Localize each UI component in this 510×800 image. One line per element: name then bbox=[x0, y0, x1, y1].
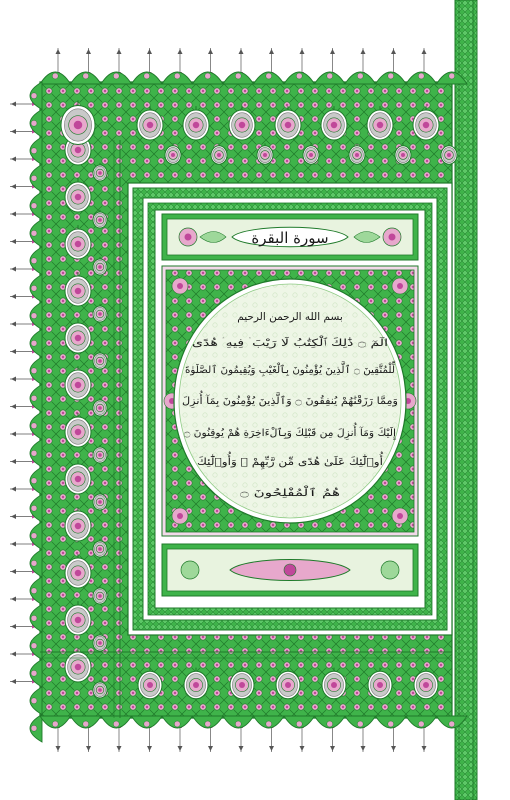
basmala: بسم الله الرحمن الرحيم bbox=[237, 311, 343, 323]
right-border-strip bbox=[455, 0, 477, 800]
verse-line: لِّلْمُتَّقِينَ ۝ ٱلَّذِينَ يُؤْمِنُونَ بِٱلْغَيْبِ وَيُقِيمُونَ ٱلصَّلَوٰةَ bbox=[185, 365, 394, 376]
surah-title: سورة البقرة bbox=[251, 229, 329, 247]
verse-line: الٓمٓ ۝ ذَٰلِكَ ٱلْكِتَٰبُ لَا رَيْبَ ۛ فِيهِ ۛ هُدًى bbox=[192, 338, 382, 349]
bottom-cartouche bbox=[162, 544, 418, 596]
verse-line: هُمُ ٱلْمُفْلِحُونَ ۝ bbox=[240, 488, 310, 499]
verse-line: أُو۟لَٰٓئِكَ عَلَىٰ هُدًى مِّن رَّبِّهِمْ ۖ وَأُو۟لَٰٓئِكَ bbox=[197, 457, 351, 468]
title-cartouche bbox=[162, 214, 418, 260]
main-text-panel bbox=[162, 266, 418, 536]
verse-line: وَمِمَّا رَزَقْنَٰهُمْ يُنفِقُونَ ۝ وَٱلَّذِينَ يُؤْمِنُونَ بِمَآ أُنزِلَ bbox=[182, 396, 388, 407]
verse-line: إِلَيْكَ وَمَآ أُنزِلَ مِن قَبْلِكَ وَبِٱلْءَاخِرَةِ هُمْ يُوقِنُونَ ۝ bbox=[184, 428, 383, 439]
